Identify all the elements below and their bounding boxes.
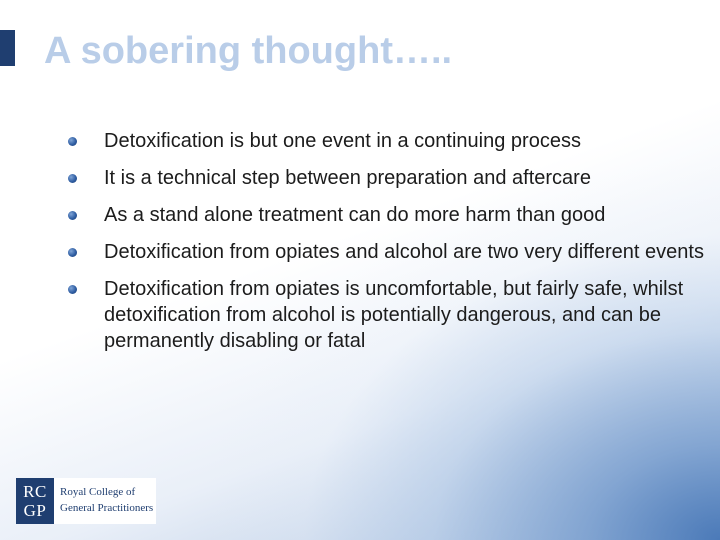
logo-text-line1: Royal College of	[60, 486, 136, 498]
bullet-dot-icon	[68, 285, 77, 294]
bullet-text: As a stand alone treatment can do more harm than good	[104, 204, 606, 226]
bullet-dot-icon	[68, 248, 77, 257]
bullet-item	[64, 239, 704, 265]
title-accent-bar	[0, 30, 15, 66]
slide-title: A sobering thought…..	[44, 30, 453, 72]
bullet-text: Detoxification is but one event in a continuing process	[104, 130, 581, 152]
bullet-dot-icon	[68, 211, 77, 220]
bullet-dot-icon	[68, 174, 77, 183]
bullet-item	[64, 165, 704, 191]
bullet-item	[64, 276, 704, 354]
logo-mark-line2: GP	[23, 501, 47, 520]
bullet-text: Detoxification from opiates is uncomfortable, but fairly safe, whilst detoxification from alcohol is potentially dangerous, and can be permanently disabling or fatal	[104, 278, 684, 352]
bullet-text: Detoxification from opiates and alcohol are two very different events	[104, 241, 704, 263]
bullet-dot-icon	[68, 137, 77, 146]
rcgp-logo	[16, 478, 156, 524]
bullet-item	[64, 128, 704, 154]
bullet-text: It is a technical step between preparation and aftercare	[104, 167, 591, 189]
logo-mark-line1: RC	[23, 482, 47, 501]
bullet-list	[64, 128, 704, 354]
logo-text-line2: General Practitioners	[60, 502, 154, 514]
rcgp-logo-mark	[16, 478, 54, 524]
bullet-item	[64, 202, 704, 228]
rcgp-logo-text	[60, 484, 153, 516]
